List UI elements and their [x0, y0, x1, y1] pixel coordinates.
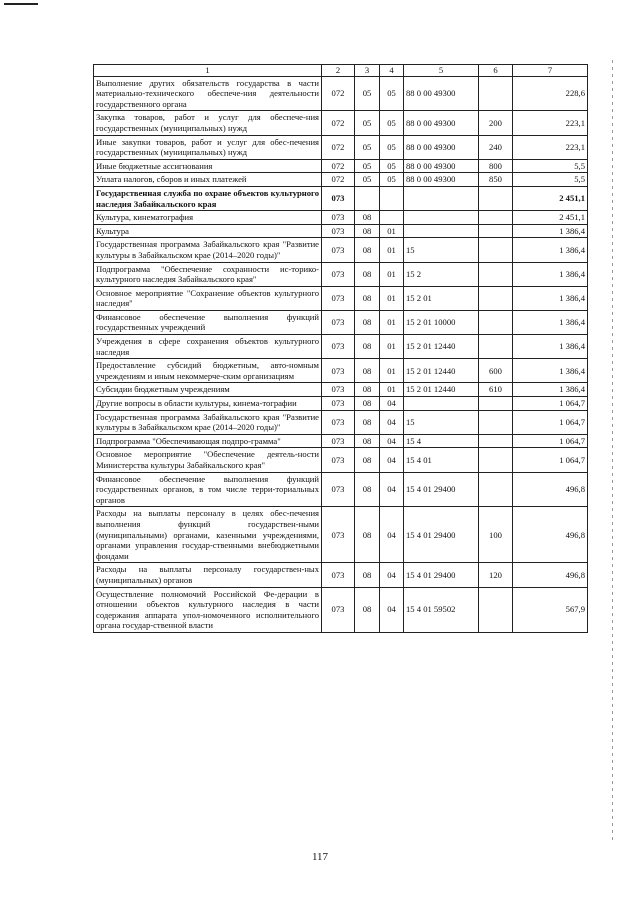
section-code: 05	[355, 159, 380, 173]
section-code: 08	[355, 383, 380, 397]
section-code: 05	[355, 111, 380, 135]
amount: 1 386,4	[513, 286, 588, 310]
table-row	[94, 286, 588, 310]
table-row	[94, 224, 588, 238]
table-row	[94, 507, 588, 563]
amount: 1 386,4	[513, 262, 588, 286]
ministry-code: 073	[322, 262, 355, 286]
expense-type-code	[479, 335, 513, 359]
ministry-code: 073	[322, 472, 355, 507]
expense-type-code	[479, 397, 513, 411]
target-article-code: 15 4	[404, 434, 479, 448]
column-number: 4	[380, 65, 404, 77]
ministry-code: 072	[322, 159, 355, 173]
ministry-code: 072	[322, 76, 355, 111]
expense-type-code: 100	[479, 507, 513, 563]
section-code: 08	[355, 587, 380, 632]
row-name: Выполнение других обязательств государства в части материально-технического обеспече-ния деятельности государственного органа	[94, 76, 322, 111]
table-row	[94, 587, 588, 632]
table-row	[94, 135, 588, 159]
ministry-code: 073	[322, 238, 355, 262]
row-name: Подпрограмма "Обеспечивающая подпро-грамма"	[94, 434, 322, 448]
subsection-code: 05	[380, 135, 404, 159]
section-code: 08	[355, 507, 380, 563]
expense-type-code: 850	[479, 173, 513, 187]
subsection-code: 04	[380, 410, 404, 434]
column-number: 6	[479, 65, 513, 77]
amount: 1 386,4	[513, 335, 588, 359]
section-code: 08	[355, 448, 380, 472]
expense-type-code	[479, 286, 513, 310]
subsection-code: 01	[380, 262, 404, 286]
section-code: 08	[355, 224, 380, 238]
section-code: 08	[355, 262, 380, 286]
subsection-code	[380, 211, 404, 225]
ministry-code: 073	[322, 211, 355, 225]
subsection-code: 01	[380, 310, 404, 334]
row-name: Расходы на выплаты персоналу в целях обес-печения выполнения функций государствен-ными (муниципальными) органами, казенными учреждениями, органами управления государ-ственными внебюджетными фондами	[94, 507, 322, 563]
column-number-row	[94, 65, 588, 77]
table-row	[94, 472, 588, 507]
column-number: 5	[404, 65, 479, 77]
expense-type-code: 610	[479, 383, 513, 397]
section-code: 05	[355, 76, 380, 111]
row-name: Иные бюджетные ассигнования	[94, 159, 322, 173]
ministry-code: 073	[322, 335, 355, 359]
table-row	[94, 434, 588, 448]
expense-type-code	[479, 238, 513, 262]
section-code: 08	[355, 472, 380, 507]
row-name: Другие вопросы в области культуры, кинема-тографии	[94, 397, 322, 411]
amount: 1 064,7	[513, 397, 588, 411]
target-article-code: 15 2 01 10000	[404, 310, 479, 334]
section-code: 08	[355, 211, 380, 225]
target-article-code	[404, 211, 479, 225]
target-article-code: 88 0 00 49300	[404, 76, 479, 111]
expense-type-code	[479, 587, 513, 632]
amount: 2 451,1	[513, 186, 588, 210]
row-name: Культура	[94, 224, 322, 238]
ministry-code: 072	[322, 111, 355, 135]
row-name: Государственная служба по охране объектов культурного наследия Забайкальского края	[94, 186, 322, 210]
row-name: Закупка товаров, работ и услуг для обеспече-ния государственных (муниципальных) нужд	[94, 111, 322, 135]
subsection-code: 04	[380, 434, 404, 448]
ministry-code: 073	[322, 359, 355, 383]
table-row	[94, 262, 588, 286]
subsection-code: 01	[380, 359, 404, 383]
row-name: Учреждения в сфере сохранения объектов культурного наследия	[94, 335, 322, 359]
section-code	[355, 186, 380, 210]
subsection-code: 04	[380, 587, 404, 632]
ministry-code: 073	[322, 507, 355, 563]
expense-type-code	[479, 310, 513, 334]
target-article-code: 15 4 01 29400	[404, 507, 479, 563]
section-code: 08	[355, 434, 380, 448]
amount: 5,5	[513, 173, 588, 187]
target-article-code: 15 2 01	[404, 286, 479, 310]
page-number: 117	[311, 851, 329, 863]
ministry-code: 072	[322, 135, 355, 159]
section-code: 08	[355, 286, 380, 310]
table-row	[94, 383, 588, 397]
amount: 223,1	[513, 135, 588, 159]
expense-type-code	[479, 224, 513, 238]
subsection-code: 04	[380, 563, 404, 587]
expense-type-code	[479, 434, 513, 448]
subsection-code: 05	[380, 159, 404, 173]
table-row	[94, 410, 588, 434]
target-article-code: 15	[404, 410, 479, 434]
subsection-code: 01	[380, 286, 404, 310]
subsection-code: 05	[380, 76, 404, 111]
subsection-code	[380, 186, 404, 210]
section-code: 05	[355, 173, 380, 187]
expense-type-code	[479, 186, 513, 210]
ministry-code: 073	[322, 383, 355, 397]
column-number: 2	[322, 65, 355, 77]
ministry-code: 072	[322, 173, 355, 187]
amount: 1 386,4	[513, 383, 588, 397]
amount: 1 064,7	[513, 434, 588, 448]
subsection-code: 04	[380, 397, 404, 411]
amount: 496,8	[513, 563, 588, 587]
amount: 1 386,4	[513, 224, 588, 238]
target-article-code: 15 4 01	[404, 448, 479, 472]
table-row	[94, 335, 588, 359]
expense-type-code	[479, 262, 513, 286]
subsection-code: 05	[380, 111, 404, 135]
row-name: Предоставление субсидий бюджетным, авто-номным учреждениям и иным некоммерче-ским организациям	[94, 359, 322, 383]
amount: 5,5	[513, 159, 588, 173]
column-number: 3	[355, 65, 380, 77]
expense-type-code: 240	[479, 135, 513, 159]
table-row	[94, 310, 588, 334]
section-code: 08	[355, 359, 380, 383]
target-article-code: 15 2	[404, 262, 479, 286]
amount: 1 064,7	[513, 410, 588, 434]
target-article-code	[404, 224, 479, 238]
column-number: 7	[513, 65, 588, 77]
ministry-code: 073	[322, 563, 355, 587]
amount: 1 386,4	[513, 238, 588, 262]
amount: 1 064,7	[513, 448, 588, 472]
expense-type-code	[479, 448, 513, 472]
ministry-code: 073	[322, 448, 355, 472]
target-article-code: 15 2 01 12440	[404, 359, 479, 383]
subsection-code: 01	[380, 335, 404, 359]
table-row	[94, 563, 588, 587]
target-article-code: 15 4 01 59502	[404, 587, 479, 632]
ministry-code: 073	[322, 286, 355, 310]
target-article-code: 15 4 01 29400	[404, 563, 479, 587]
subsection-code: 04	[380, 448, 404, 472]
section-code: 05	[355, 135, 380, 159]
target-article-code: 15 2 01 12440	[404, 335, 479, 359]
amount: 567,9	[513, 587, 588, 632]
target-article-code: 88 0 00 49300	[404, 111, 479, 135]
section-code: 08	[355, 310, 380, 334]
table-row	[94, 76, 588, 111]
ministry-code: 073	[322, 587, 355, 632]
target-article-code	[404, 186, 479, 210]
subsection-code: 01	[380, 238, 404, 262]
budget-table	[93, 64, 588, 633]
scan-corner-mark	[4, 3, 38, 5]
amount: 2 451,1	[513, 211, 588, 225]
ministry-code: 073	[322, 224, 355, 238]
table-row	[94, 397, 588, 411]
table-row	[94, 186, 588, 210]
subsection-code: 05	[380, 173, 404, 187]
expense-type-code	[479, 211, 513, 225]
expense-type-code	[479, 76, 513, 111]
ministry-code: 073	[322, 434, 355, 448]
expense-type-code: 600	[479, 359, 513, 383]
row-name: Субсидии бюджетным учреждениям	[94, 383, 322, 397]
subsection-code: 01	[380, 224, 404, 238]
row-name: Финансовое обеспечение выполнения функций государственных учреждений	[94, 310, 322, 334]
row-name: Финансовое обеспечение выполнения функций государственных органов, в том числе терри-ториальных органов	[94, 472, 322, 507]
amount: 223,1	[513, 111, 588, 135]
subsection-code: 01	[380, 383, 404, 397]
target-article-code	[404, 397, 479, 411]
row-name: Государственная программа Забайкальского края "Развитие культуры в Забайкальском крае (2014–2020 годы)"	[94, 238, 322, 262]
expense-type-code: 800	[479, 159, 513, 173]
target-article-code: 15 4 01 29400	[404, 472, 479, 507]
section-code: 08	[355, 238, 380, 262]
row-name: Основное мероприятие "Сохранение объектов культурного наследия"	[94, 286, 322, 310]
row-name: Расходы на выплаты персоналу государствен-ных (муниципальных) органов	[94, 563, 322, 587]
ministry-code: 073	[322, 186, 355, 210]
subsection-code: 04	[380, 472, 404, 507]
target-article-code: 88 0 00 49300	[404, 135, 479, 159]
table-row	[94, 211, 588, 225]
ministry-code: 073	[322, 410, 355, 434]
expense-type-code	[479, 410, 513, 434]
table-row	[94, 238, 588, 262]
expense-type-code: 200	[479, 111, 513, 135]
expense-type-code	[479, 472, 513, 507]
target-article-code: 15 2 01 12440	[404, 383, 479, 397]
row-name: Государственная программа Забайкальского края "Развитие культуры в Забайкальском крае (2014–2020 годы)"	[94, 410, 322, 434]
table-row	[94, 111, 588, 135]
ministry-code: 073	[322, 397, 355, 411]
target-article-code: 88 0 00 49300	[404, 159, 479, 173]
section-code: 08	[355, 410, 380, 434]
expense-type-code: 120	[479, 563, 513, 587]
amount: 228,6	[513, 76, 588, 111]
row-name: Осуществление полномочий Российской Фе-дерации в отношении объектов культурного наследия в части содержания аппарата упол-номоченного исполнительного органа государ-ственной власти	[94, 587, 322, 632]
column-number: 1	[94, 65, 322, 77]
amount: 496,8	[513, 472, 588, 507]
target-article-code: 15	[404, 238, 479, 262]
table-row	[94, 159, 588, 173]
row-name: Основное мероприятие "Обеспечение деятель-ности Министерства культуры Забайкальского края"	[94, 448, 322, 472]
binding-margin-line	[612, 60, 613, 840]
row-name: Иные закупки товаров, работ и услуг для обес-печения государственных (муниципальных) нужд	[94, 135, 322, 159]
amount: 1 386,4	[513, 310, 588, 334]
target-article-code: 88 0 00 49300	[404, 173, 479, 187]
amount: 1 386,4	[513, 359, 588, 383]
row-name: Уплата налогов, сборов и иных платежей	[94, 173, 322, 187]
table-row	[94, 173, 588, 187]
subsection-code: 04	[380, 507, 404, 563]
section-code: 08	[355, 563, 380, 587]
table-row	[94, 448, 588, 472]
table-row	[94, 359, 588, 383]
row-name: Культура, кинематография	[94, 211, 322, 225]
ministry-code: 073	[322, 310, 355, 334]
section-code: 08	[355, 335, 380, 359]
amount: 496,8	[513, 507, 588, 563]
section-code: 08	[355, 397, 380, 411]
row-name: Подпрограмма "Обеспечение сохранности ис-торико-культурного наследия Забайкальского края"	[94, 262, 322, 286]
